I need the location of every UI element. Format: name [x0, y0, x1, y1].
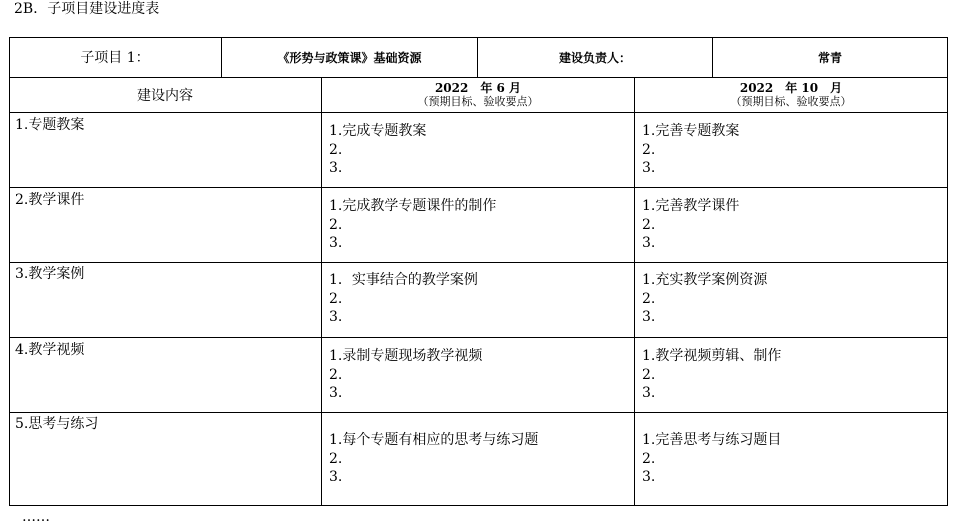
period1-goals-cell: [322, 413, 635, 506]
content-item: 2.教学课件: [15, 192, 85, 208]
period1-header-cell: [322, 78, 635, 113]
goal-list: [329, 122, 426, 178]
period2-goals-cell: [635, 413, 948, 506]
goal-list: [329, 197, 496, 253]
goal-line: 2.: [642, 290, 656, 307]
leader-label-cell: [478, 37, 713, 78]
page-title: 2B．子项目建设进度表: [14, 1, 160, 17]
goal-line: 3.: [329, 385, 343, 401]
schedule-table: [9, 37, 948, 506]
period1-goals-cell: [322, 113, 635, 188]
goal-line: 2.: [642, 141, 656, 158]
period2-goals-cell: [635, 188, 948, 263]
goal-line: 2.: [329, 290, 343, 307]
period2-header-cell: [635, 78, 948, 113]
goal-line: 3.: [642, 160, 656, 176]
goal-line: 3.: [329, 160, 343, 176]
period2-goals-cell: [635, 338, 948, 413]
goal-line: 1.教学视频剪辑、制作: [642, 348, 782, 364]
period1-goals-cell: [322, 338, 635, 413]
goal-list: [642, 271, 767, 327]
period1-goals-cell: [322, 263, 635, 338]
leader-label: 建设负责人：: [558, 50, 631, 65]
goal-line: 1.每个专题有相应的思考与练习题: [329, 432, 539, 448]
goal-line: 2.: [642, 450, 656, 467]
period1-note: （预期目标、验收要点）: [417, 95, 539, 108]
goal-line: 1．实事结合的教学案例: [329, 272, 478, 288]
period2-goals-cell: [635, 263, 948, 338]
content-header-cell: [9, 78, 322, 113]
content-item: 4.教学视频: [15, 342, 85, 358]
goal-line: 3.: [329, 235, 343, 251]
subproject-name-cell: [222, 37, 478, 78]
subproject-label-cell: [9, 37, 222, 78]
goal-line: 1.充实教学案例资源: [642, 272, 768, 288]
subproject-label: 子项目 1：: [80, 50, 150, 66]
goal-line: 3.: [642, 469, 656, 485]
leader-name: 常青: [817, 50, 842, 65]
goal-line: 2.: [642, 366, 656, 383]
content-item: 5.思考与练习: [15, 416, 99, 432]
content-item: 3.教学案例: [15, 266, 85, 282]
period1-goals-cell: [322, 188, 635, 263]
goal-line: 2.: [642, 216, 656, 233]
table-row-item-cell: [9, 113, 322, 188]
goal-line: 3.: [642, 385, 656, 401]
goal-line: 3.: [642, 309, 656, 325]
goal-line: 1.完成专题教案: [329, 123, 427, 139]
goal-line: 1.完善思考与练习题目: [642, 432, 782, 448]
table-row-item-cell: [9, 263, 322, 338]
leader-name-cell: [713, 37, 948, 78]
goal-line: 2.: [329, 366, 343, 383]
goal-line: 3.: [642, 235, 656, 251]
period1-date: 2022 年 6 月: [434, 81, 522, 95]
goal-list: [329, 347, 482, 403]
goal-line: 2.: [329, 141, 343, 158]
period2-date: 2022 年 10 月: [739, 81, 843, 95]
goal-line: 2.: [329, 216, 343, 233]
table-row-item-cell: [9, 338, 322, 413]
goal-list: [642, 122, 739, 178]
goal-line: 1.录制专题现场教学视频: [329, 348, 483, 364]
content-header: 建设内容: [137, 88, 193, 104]
goal-line: 3.: [329, 309, 343, 325]
goal-list: [642, 347, 781, 403]
table-row-item-cell: [9, 188, 322, 263]
goal-line: 1.完善专题教案: [642, 123, 740, 139]
goal-list: [329, 431, 538, 487]
goal-list: [642, 197, 739, 253]
goal-line: 3.: [329, 469, 343, 485]
goal-line: 2.: [329, 450, 343, 467]
goal-line: 1.完善教学课件: [642, 198, 740, 214]
content-item: 1.专题教案: [15, 117, 85, 133]
goal-list: [642, 431, 781, 487]
goal-line: 1.完成教学专题课件的制作: [329, 198, 497, 214]
goal-list: [329, 271, 478, 327]
period2-note: （预期目标、验收要点）: [730, 95, 852, 108]
continuation-ellipsis: ……: [22, 509, 50, 525]
subproject-name: 《形势与政策课》基础资源: [277, 50, 422, 65]
table-row-item-cell: [9, 413, 322, 506]
period2-goals-cell: [635, 113, 948, 188]
